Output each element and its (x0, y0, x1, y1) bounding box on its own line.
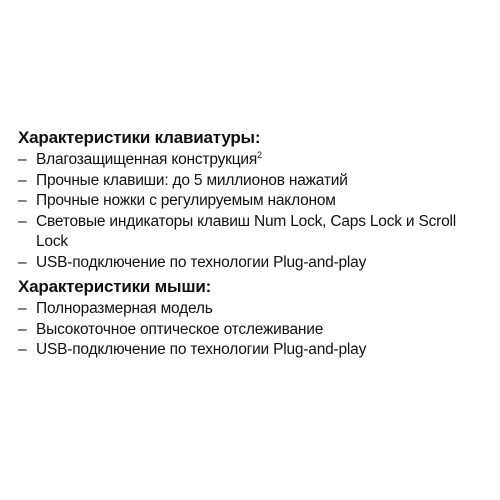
mouse-spec-item (18, 340, 488, 361)
keyboard-spec-text: Влагозащищенная конструкция (36, 151, 258, 168)
keyboard-spec-text: USB-подключение по технологии Plug-and-play (36, 253, 367, 271)
mouse-spec-item (18, 320, 488, 341)
keyboard-spec-text: Прочные клавиши: до 5 миллионов нажатий (36, 171, 348, 189)
bullet-dash: – (18, 151, 27, 168)
keyboard-specs-list (18, 150, 488, 273)
mouse-spec-item (18, 299, 488, 320)
bullet-dash: – (18, 300, 27, 317)
mouse-spec-text: USB-подключение по технологии Plug-and-play (36, 341, 367, 358)
bullet-dash: – (18, 253, 27, 271)
keyboard-spec-text: Прочные ножки с регулируемым наклоном (36, 192, 336, 209)
mouse-specs-list (18, 299, 488, 361)
spec-content (18, 128, 488, 361)
footnote-marker: 2 (257, 150, 262, 160)
keyboard-specs-heading: Характеристики клавиатуры: (18, 128, 261, 147)
mouse-spec-text: Полноразмерная модель (36, 300, 213, 317)
keyboard-spec-item (18, 191, 488, 212)
bullet-dash: – (18, 212, 27, 230)
keyboard-spec-item (18, 171, 488, 192)
bullet-dash: – (18, 320, 27, 338)
bullet-dash: – (18, 341, 27, 358)
mouse-spec-text: Высокоточное оптическое отслеживание (36, 320, 324, 338)
mouse-specs-heading: Характеристики мыши: (18, 277, 212, 296)
keyboard-spec-text: Световые индикаторы клавиш Num Lock, Caps Lock и Scroll Lock (36, 212, 457, 250)
bullet-dash: – (18, 192, 27, 209)
keyboard-spec-item (18, 150, 488, 171)
bullet-dash: – (18, 171, 27, 189)
keyboard-spec-item (18, 212, 488, 253)
keyboard-spec-item (18, 253, 488, 274)
